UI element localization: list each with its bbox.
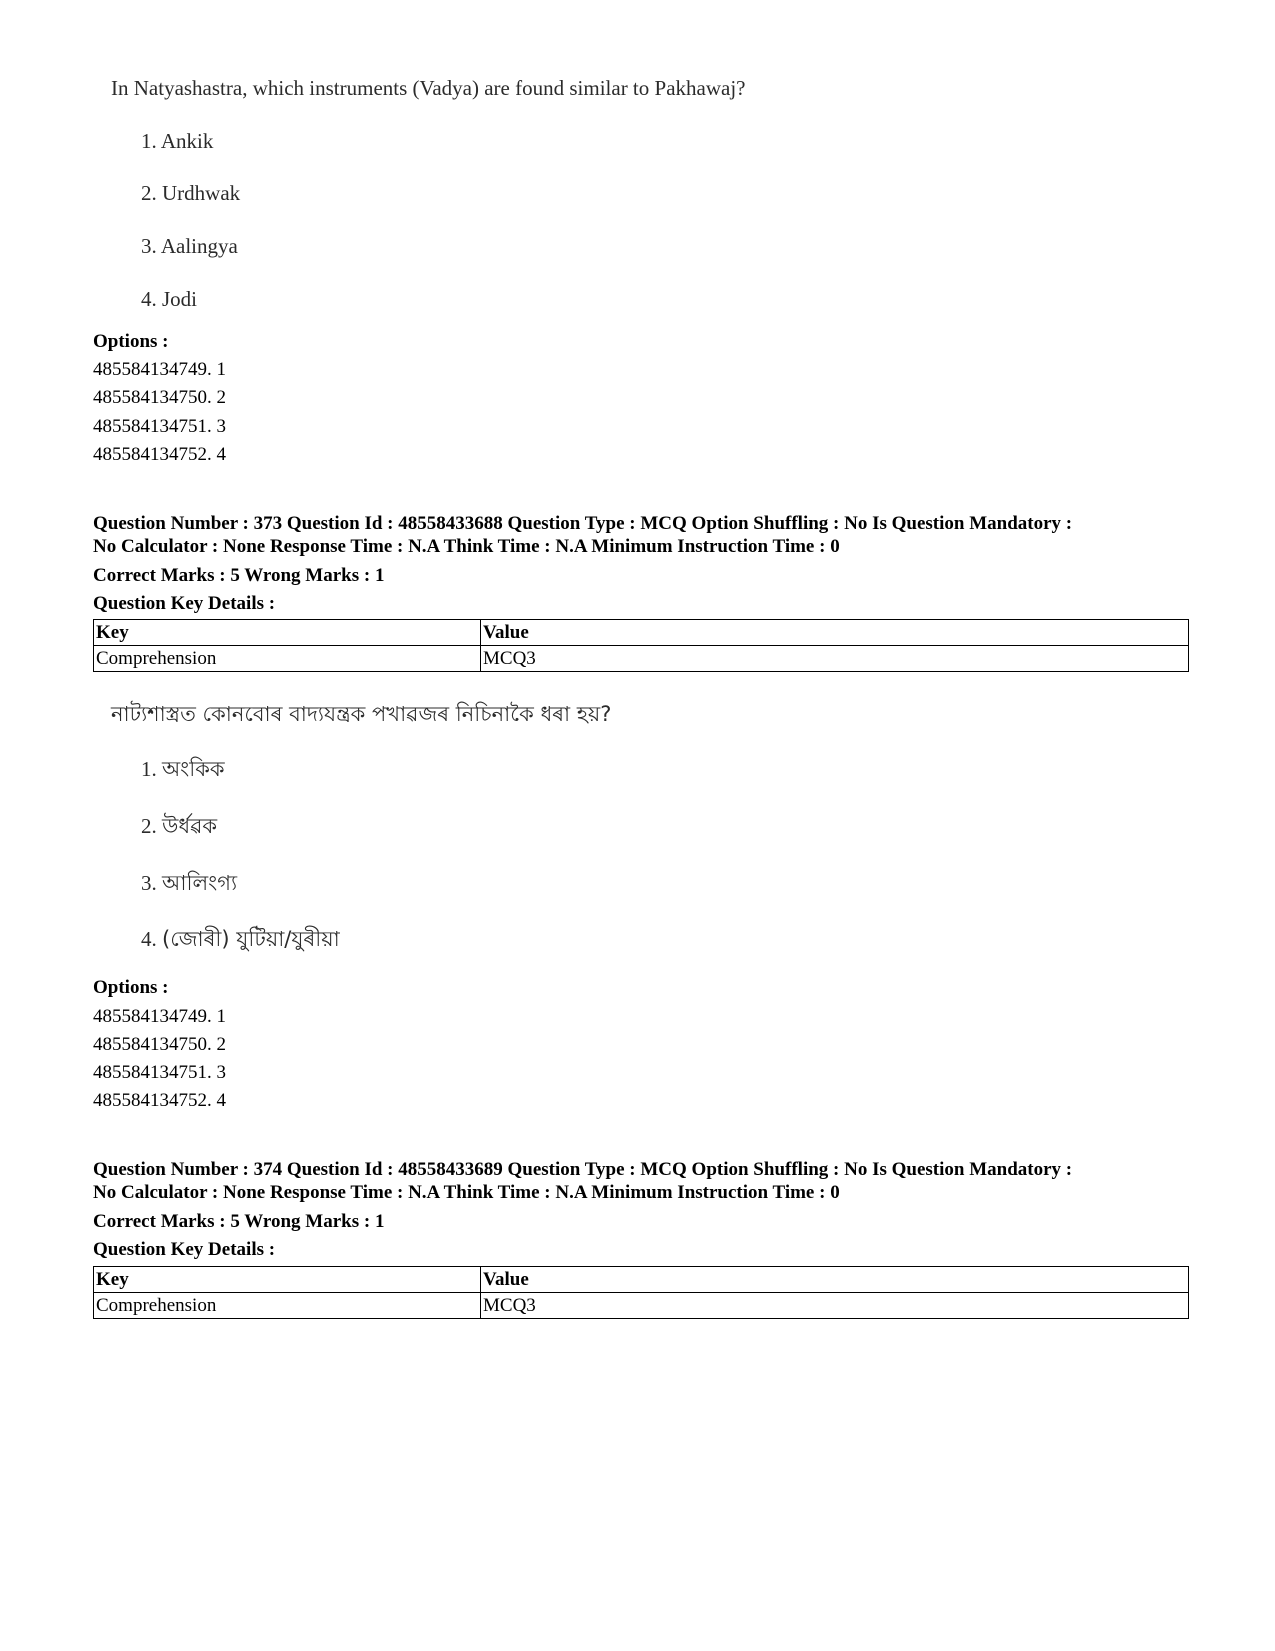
table-cell-key: Comprehension bbox=[94, 646, 481, 672]
table-row bbox=[94, 646, 1189, 672]
question-item-number: 4. bbox=[141, 927, 157, 951]
option-line: 485584134751. 3 bbox=[93, 1062, 226, 1083]
question-item-number: 2. bbox=[141, 814, 157, 838]
question-item bbox=[141, 753, 225, 788]
key-details-label: Question Key Details : bbox=[93, 1239, 276, 1260]
option-line: 485584134749. 1 bbox=[93, 1006, 226, 1027]
key-details-table bbox=[93, 1266, 1189, 1319]
option-line: 485584134751. 3 bbox=[93, 416, 226, 437]
question-item: 3. Aalingya bbox=[141, 234, 238, 258]
question-item bbox=[141, 867, 237, 902]
marks-line: Correct Marks : 5 Wrong Marks : 1 bbox=[93, 1211, 385, 1232]
table-header-key: Key bbox=[94, 620, 481, 646]
question-item bbox=[141, 810, 217, 845]
question-item: 4. Jodi bbox=[141, 287, 198, 311]
question-item: 1. Ankik bbox=[141, 129, 214, 153]
question-item-text: আলিংগ্য bbox=[162, 871, 238, 895]
marks-line: Correct Marks : 5 Wrong Marks : 1 bbox=[93, 565, 385, 586]
question-meta-line: No Calculator : None Response Time : N.A Think Time : N.A Minimum Instruction Time : 0 bbox=[93, 536, 840, 557]
question-item-number: 3. bbox=[141, 871, 157, 895]
table-row bbox=[94, 1293, 1189, 1319]
table-header-row bbox=[94, 620, 1189, 646]
table-cell-value: MCQ3 bbox=[481, 646, 1189, 672]
table-header-value: Value bbox=[481, 1267, 1189, 1293]
option-line: 485584134752. 4 bbox=[93, 444, 226, 465]
question-meta-line: No Calculator : None Response Time : N.A Think Time : N.A Minimum Instruction Time : 0 bbox=[93, 1182, 840, 1203]
key-details-label: Question Key Details : bbox=[93, 593, 276, 614]
question-meta bbox=[93, 1158, 1072, 1204]
question-item-number: 1. bbox=[141, 757, 157, 781]
question-meta-line: Question Number : 374 Question Id : 48558433689 Question Type : MCQ Option Shuffling : No Is Question Mandatory : bbox=[93, 1159, 1073, 1180]
question-item-text: (জোৰী) যুটিয়া/যুৰীয়া bbox=[162, 927, 340, 951]
option-line: 485584134750. 2 bbox=[93, 387, 226, 408]
option-line: 485584134752. 4 bbox=[93, 1090, 226, 1111]
table-cell-value: MCQ3 bbox=[481, 1293, 1189, 1319]
table-header-row bbox=[94, 1267, 1189, 1293]
question-item-text: অংকিক bbox=[162, 757, 225, 781]
options-label: Options : bbox=[93, 331, 169, 352]
key-details-table bbox=[93, 619, 1189, 672]
option-line: 485584134750. 2 bbox=[93, 1034, 226, 1055]
option-line: 485584134749. 1 bbox=[93, 359, 226, 380]
table-header-value: Value bbox=[481, 620, 1189, 646]
options-label: Options : bbox=[93, 977, 169, 998]
question-item: 2. Urdhwak bbox=[141, 181, 241, 205]
table-header-key: Key bbox=[94, 1267, 481, 1293]
question-meta bbox=[93, 512, 1072, 558]
question-stem: নাট্যশাস্ত্ৰত কোনবোৰ বাদ্যযন্ত্ৰক পখাৱজৰ নিচিনাকৈ ধৰা হয়? bbox=[111, 702, 612, 726]
question-meta-line: Question Number : 373 Question Id : 48558433688 Question Type : MCQ Option Shuffling : No Is Question Mandatory : bbox=[93, 513, 1073, 534]
question-item-text: উৰ্ধৱক bbox=[162, 814, 218, 838]
question-item bbox=[141, 923, 340, 958]
question-stem: In Natyashastra, which instruments (Vadya) are found similar to Pakhawaj? bbox=[111, 76, 746, 100]
table-cell-key: Comprehension bbox=[94, 1293, 481, 1319]
